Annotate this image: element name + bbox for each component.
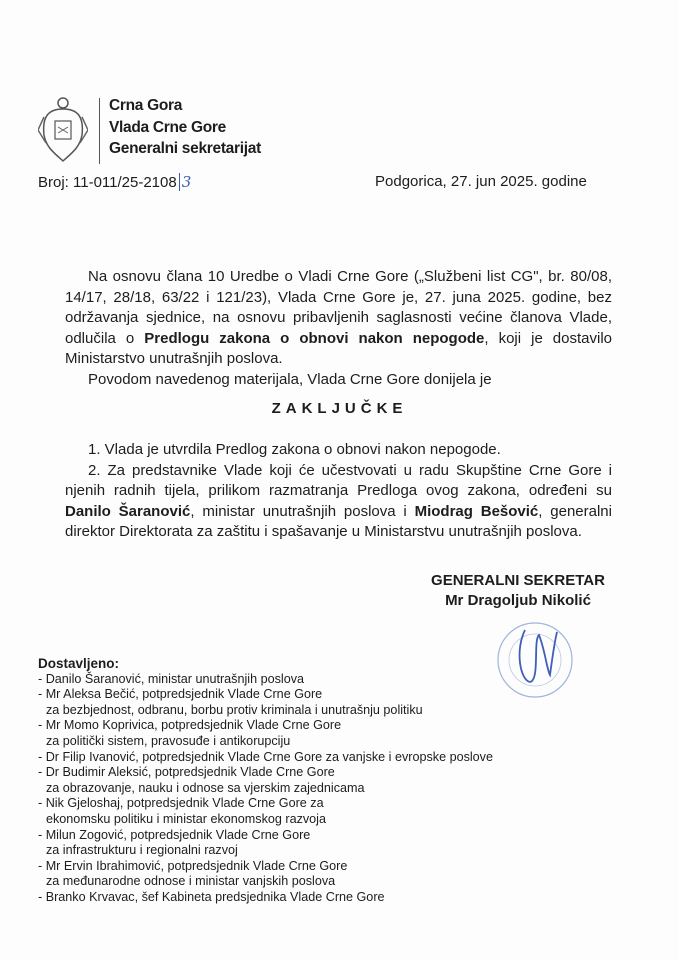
header-line-secretariat: Generalni sekretarijat — [109, 140, 261, 157]
distribution-item-detail: za bezbjednost, odbranu, borbu protiv kriminala i unutrašnju politiku — [46, 702, 423, 717]
reference-number — [38, 173, 191, 191]
distribution-item: - Mr Aleksa Bečić, potpredsjednik Vlade Crne Gore — [38, 687, 323, 702]
distribution-item: - Milun Zogović, potpredsjednik Vlade Crne Gore — [38, 827, 311, 842]
reference-number-text: Broj: 11-011/25-2108 — [38, 174, 177, 191]
law-title: Predlogu zakona o obnovi nakon nepogode — [144, 329, 485, 347]
representative-name-2: Miodrag Bešović — [414, 502, 539, 520]
header-line-country: Crna Gora — [109, 97, 183, 114]
distribution-item-detail: za infrastrukturu i regionalni razvoj — [46, 843, 238, 858]
distribution-item-detail: za politički sistem, pravosuđe i antikorupciju — [46, 733, 291, 748]
conclusion-2 — [65, 461, 612, 543]
official-stamp-icon — [495, 620, 575, 700]
header-divider — [99, 98, 100, 164]
representative-name-1: Danilo Šaranović — [65, 502, 191, 520]
place-date: Podgorica, 27. jun 2025. godine — [375, 173, 587, 190]
conclusion-2-text-c: , generalni direktor Direktorata za zaštitu i spašavanje u Ministarstvu unutrašnjih poslova. — [65, 502, 612, 540]
distribution-item-detail: za obrazovanje, nauku i odnose sa vjerskim zajednicama — [46, 780, 365, 795]
conclusion-1: 1. Vlada je utvrdila Predlog zakona o obnovi nakon nepogode. — [88, 441, 501, 458]
conclusions-list — [65, 440, 612, 543]
coat-of-arms-icon — [38, 95, 88, 165]
distribution-item: - Dr Budimir Aleksić, potpredsjednik Vlade Crne Gore — [38, 765, 335, 780]
distribution-label: Dostavljeno: — [38, 656, 120, 671]
signatory-name: Mr Dragoljub Nikolić — [445, 592, 591, 609]
distribution-item: - Mr Ervin Ibrahimović, potpredsjednik Vlade Crne Gore — [38, 858, 348, 873]
distribution-list — [38, 656, 493, 906]
distribution-item: - Mr Momo Koprivica, potpredsjednik Vlade Crne Gore — [38, 718, 342, 733]
intro-paragraph — [65, 267, 612, 370]
intro-text-b: , koji je dostavilo Ministarstvo unutrašnjih poslova. — [65, 329, 613, 367]
intro-text — [65, 267, 612, 390]
handwritten-suffix: 3 — [179, 173, 192, 191]
distribution-item: - Nik Gjeloshaj, potpredsjednik Vlade Crne Gore za — [38, 796, 324, 811]
conclusion-2-text-a: 2. Za predstavnike Vlade koji će učestvovati u radu Skupštine Crne Gore i njenih radnih tijela, prilikom razmatranja Predloga ovog zakona, određeni su — [65, 461, 612, 499]
distribution-item: - Danilo Šaranović, ministar unutrašnjih poslova — [38, 671, 304, 686]
distribution-item: - Branko Krvavac, šef Kabineta predsjednika Vlade Crne Gore — [38, 889, 385, 904]
distribution-item-detail: ekonomsku politiku i ministar ekonomskog razvoja — [46, 811, 326, 826]
signatory-title: GENERALNI SEKRETAR — [431, 572, 605, 589]
intro-paragraph-2: Povodom navedenog materijala, Vlada Crne Gore donijela je — [88, 370, 492, 388]
institution-header — [109, 95, 261, 160]
signature-block — [400, 571, 636, 611]
conclusions-title: ZAKLJUČKE — [271, 400, 408, 417]
conclusion-2-text-b: , ministar unutrašnjih poslova i — [190, 502, 415, 520]
header-line-government: Vlada Crne Gore — [109, 118, 226, 136]
distribution-item-detail: za međunarodne odnose i ministar vanjskih poslova — [46, 874, 336, 889]
distribution-item: - Dr Filip Ivanović, potpredsjednik Vlade Crne Gore za vanjske i evropske poslove — [38, 749, 493, 764]
intro-text-a: Na osnovu člana 10 Uredbe o Vladi Crne Gore („Službeni list CG", br. 80/08, 14/17, 28/18, 63/22 i 121/23), Vlada Crne Gore je, 27. juna 2025. godine, bez održavanja sjednice, na osnovu pribavljenih saglasnosti većine članova Vlade, odlučila o — [65, 268, 612, 347]
